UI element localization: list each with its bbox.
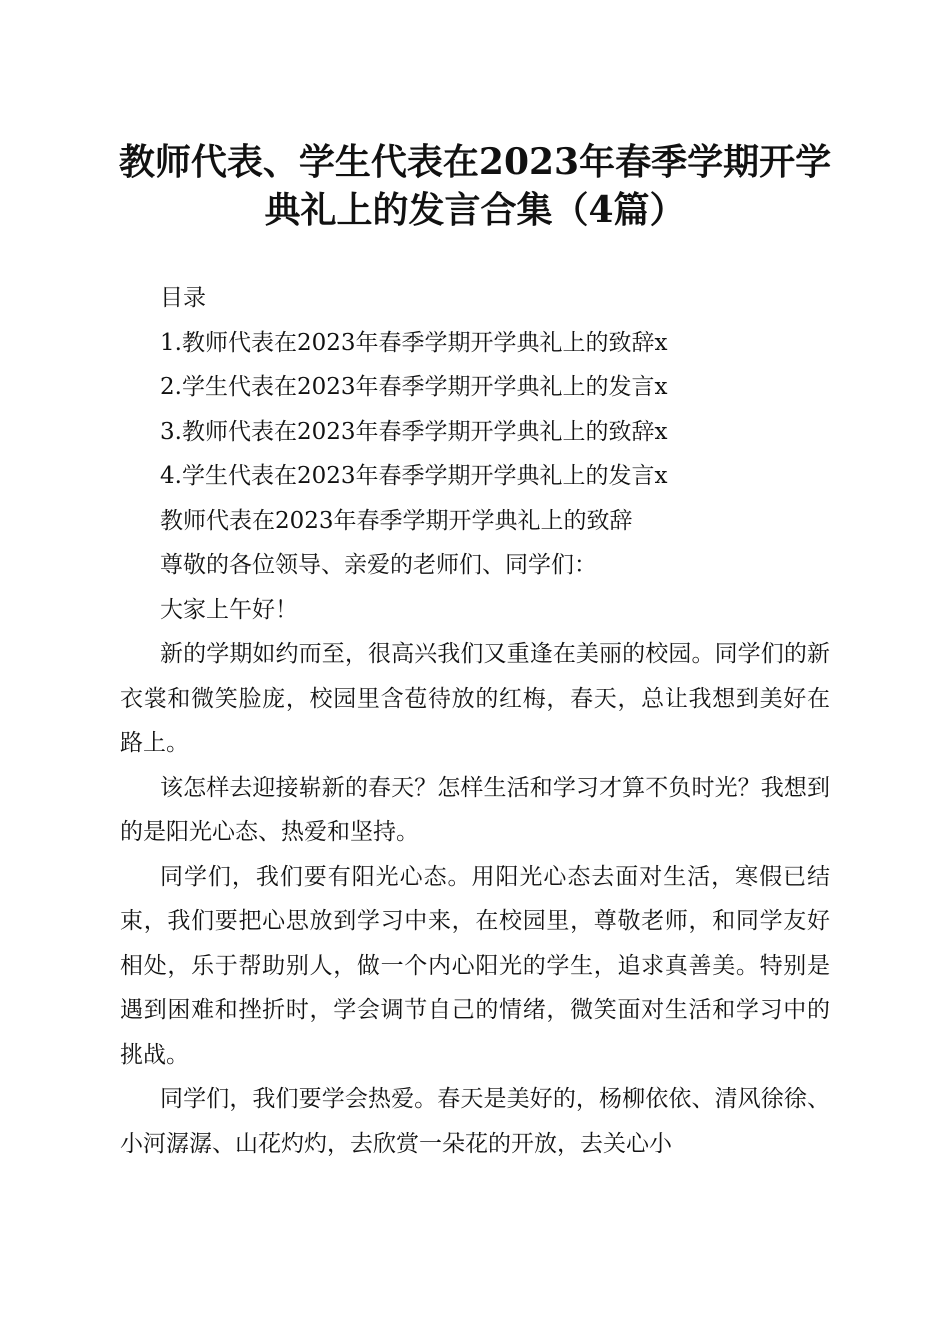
title-line-1: 教师代表、学生代表在2023年春季学期开学 xyxy=(118,141,832,183)
greeting: 大家上午好！ xyxy=(160,596,298,623)
paragraph-4: 同学们，我们要学会热爱。春天是美好的，杨柳依依、清风徐徐、小河潺潺、山花灼灼，去欣赏一朵花的开放，去关心小 xyxy=(120,1086,830,1157)
document-body xyxy=(120,276,830,1166)
toc-item-2: 2.学生代表在2023年春季学期开学典礼上的发言x xyxy=(160,374,668,400)
title-line-2: 典礼上的发言合集（4篇） xyxy=(264,189,686,231)
salutation: 尊敬的各位领导、亲爱的老师们、同学们： xyxy=(160,552,597,578)
toc-heading: 目录 xyxy=(160,285,206,311)
toc-item-3: 3.教师代表在2023年春季学期开学典礼上的致辞x xyxy=(160,418,668,445)
paragraph-2: 该怎样去迎接崭新的春天？怎样生活和学习才算不负时光？我想到的是阳光心态、热爱和坚持。 xyxy=(120,774,830,845)
toc-item-4: 4.学生代表在2023年春季学期开学典礼上的发言x xyxy=(160,463,668,489)
section-title: 教师代表在2023年春季学期开学典礼上的致辞 xyxy=(160,507,633,534)
document-title xyxy=(100,138,850,234)
paragraph-3: 同学们，我们要有阳光心态。用阳光心态去面对生活，寒假已结束，我们要把心思放到学习中来，在校园里，尊敬老师，和同学友好相处，乐于帮助别人，做一个内心阳光的学生，追求真善美。特别是遇到困难和挫折时，学会调节自己的情绪，微笑面对生活和学习中的挑战。 xyxy=(120,863,830,1068)
paragraph-1: 新的学期如约而至，很高兴我们又重逢在美丽的校园。同学们的新衣裳和微笑脸庞，校园里含苞待放的红梅，春天，总让我想到美好在路上。 xyxy=(120,641,830,756)
toc-item-1: 1.教师代表在2023年春季学期开学典礼上的致辞x xyxy=(160,329,668,356)
